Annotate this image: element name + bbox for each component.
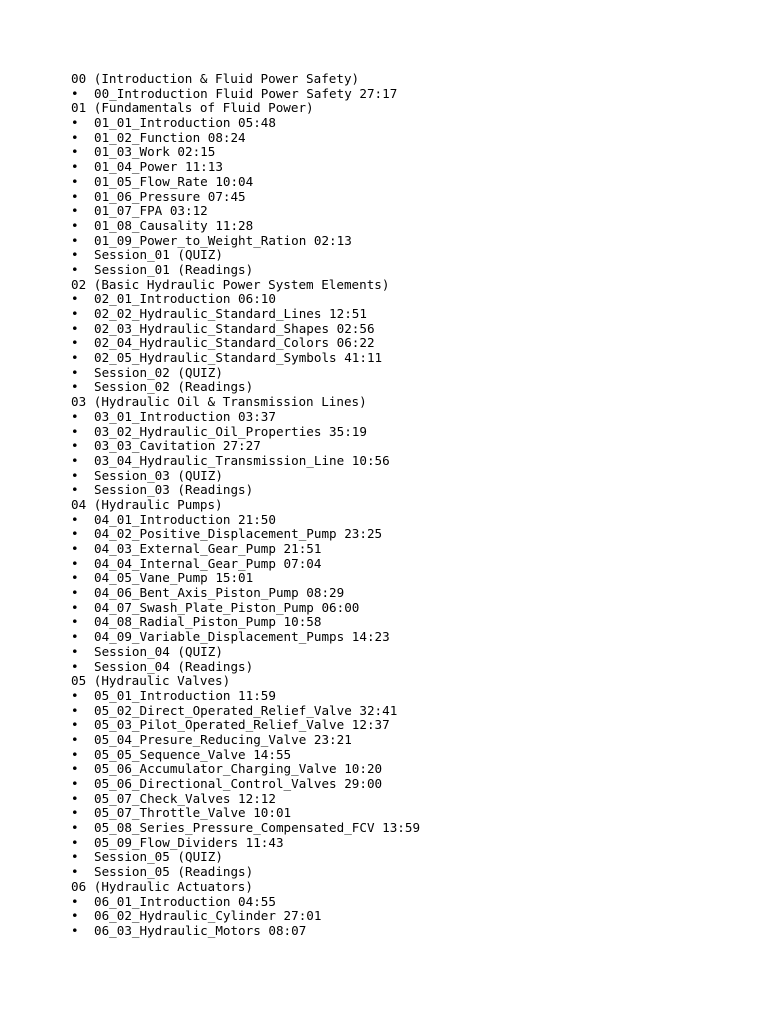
list-item: [71, 645, 420, 660]
list-item: [71, 660, 420, 675]
list-item: [71, 748, 420, 763]
bullet-icon: •: [71, 129, 79, 145]
list-item: [71, 806, 420, 821]
item-text: 03_03_Cavitation 27:27: [94, 438, 261, 454]
bullet-icon: •: [71, 467, 79, 483]
bullet-icon: •: [71, 776, 79, 791]
list-item: [71, 219, 420, 234]
list-item: [71, 322, 420, 337]
item-text: 04_04_Internal_Gear_Pump 07:04: [94, 555, 322, 571]
item-text: 03_04_Hydraulic_Transmission_Line 10:56: [94, 452, 390, 468]
section-heading: 00 (Introduction & Fluid Power Safety): [71, 71, 360, 86]
bullet-icon: •: [71, 585, 79, 601]
list-item: [71, 336, 420, 351]
item-text: 02_04_Hydraulic_Standard_Colors 06:22: [94, 335, 375, 351]
item-text: 04_05_Vane_Pump 15:01: [94, 570, 254, 586]
bullet-icon: •: [71, 805, 79, 821]
bullet-icon: •: [71, 306, 79, 321]
list-item: [71, 483, 420, 498]
item-text: Session_02 (QUIZ): [94, 364, 223, 380]
bullet-icon: •: [71, 820, 79, 836]
item-text: 05_01_Introduction 11:59: [94, 687, 276, 703]
item-text: 01_07_FPA 03:12: [94, 203, 208, 219]
list-item: [71, 601, 420, 616]
item-text: 02_05_Hydraulic_Standard_Symbols 41:11: [94, 350, 383, 366]
bullet-icon: •: [71, 541, 79, 556]
item-text: 01_08_Causality 11:28: [94, 217, 254, 233]
list-item: [71, 850, 420, 865]
list-item: [71, 439, 420, 454]
bullet-icon: •: [71, 291, 79, 307]
item-text: 05_08_Series_Pressure_Compensated_FCV 13:59: [94, 820, 421, 836]
bullet-icon: •: [71, 526, 79, 542]
bullet-icon: •: [71, 893, 79, 909]
bullet-icon: •: [71, 452, 79, 468]
item-text: Session_05 (Readings): [94, 864, 254, 880]
bullet-icon: •: [71, 379, 79, 395]
list-item: [71, 762, 420, 777]
list-item: [71, 704, 420, 719]
list-item: [71, 909, 420, 924]
bullet-icon: •: [71, 217, 79, 233]
item-text: 02_02_Hydraulic_Standard_Lines 12:51: [94, 306, 367, 321]
item-text: 01_01_Introduction 05:48: [94, 115, 276, 131]
section-heading: 04 (Hydraulic Pumps): [71, 496, 223, 512]
bullet-icon: •: [71, 335, 79, 351]
item-text: 03_01_Introduction 03:37: [94, 408, 276, 424]
item-text: Session_05 (QUIZ): [94, 849, 223, 865]
list-item: [71, 160, 420, 175]
item-text: Session_01 (Readings): [94, 261, 254, 277]
bullet-icon: •: [71, 834, 79, 850]
bullet-icon: •: [71, 232, 79, 248]
bullet-icon: •: [71, 658, 79, 674]
item-text: 04_09_Variable_Displacement_Pumps 14:23: [94, 629, 390, 645]
list-item: [71, 145, 420, 160]
list-item: [71, 190, 420, 205]
bullet-icon: •: [71, 144, 79, 160]
bullet-icon: •: [71, 717, 79, 733]
list-item: [71, 351, 420, 366]
list-item: [71, 542, 420, 557]
section-heading: 01 (Fundamentals of Fluid Power): [71, 100, 314, 116]
list-item: [71, 527, 420, 542]
item-text: 04_06_Bent_Axis_Piston_Pump 08:29: [94, 585, 345, 601]
bullet-icon: •: [71, 173, 79, 189]
list-item: [71, 615, 420, 630]
list-item: [71, 792, 420, 807]
bullet-icon: •: [71, 629, 79, 645]
item-text: 05_05_Sequence_Valve 14:55: [94, 746, 292, 762]
bullet-icon: •: [71, 364, 79, 380]
list-item: [71, 718, 420, 733]
list-item: [71, 777, 420, 792]
item-text: 05_06_Accumulator_Charging_Valve 10:20: [94, 761, 383, 777]
section-heading: 05 (Hydraulic Valves): [71, 673, 231, 689]
document-page: [71, 72, 420, 939]
bullet-icon: •: [71, 85, 79, 101]
bullet-icon: •: [71, 320, 79, 336]
item-text: 01_04_Power 11:13: [94, 159, 223, 175]
bullet-icon: •: [71, 408, 79, 424]
item-text: 06_01_Introduction 04:55: [94, 893, 276, 909]
list-item: [71, 204, 420, 219]
bullet-icon: •: [71, 908, 79, 924]
section-heading: 03 (Hydraulic Oil & Transmission Lines): [71, 394, 367, 410]
list-item: [71, 234, 420, 249]
item-text: 02_01_Introduction 06:10: [94, 291, 276, 307]
list-item: [71, 924, 420, 939]
item-text: 04_02_Positive_Displacement_Pump 23:25: [94, 526, 383, 542]
item-text: 01_05_Flow_Rate 10:04: [94, 173, 254, 189]
list-item: [71, 586, 420, 601]
list-item: [71, 292, 420, 307]
bullet-icon: •: [71, 922, 79, 938]
bullet-icon: •: [71, 203, 79, 219]
bullet-icon: •: [71, 350, 79, 366]
list-item: [71, 689, 420, 704]
item-text: 05_09_Flow_Dividers 11:43: [94, 834, 284, 850]
list-item: [71, 410, 420, 425]
list-item: [71, 557, 420, 572]
bullet-icon: •: [71, 790, 79, 806]
bullet-icon: •: [71, 261, 79, 277]
list-item: [71, 836, 420, 851]
item-text: 05_04_Presure_Reducing_Valve 23:21: [94, 731, 352, 747]
list-item: [71, 425, 420, 440]
bullet-icon: •: [71, 159, 79, 175]
item-text: Session_03 (Readings): [94, 482, 254, 498]
bullet-icon: •: [71, 849, 79, 865]
item-text: 04_03_External_Gear_Pump 21:51: [94, 541, 322, 556]
list-item: [71, 87, 420, 102]
item-text: 05_02_Direct_Operated_Relief_Valve 32:41: [94, 702, 398, 718]
list-item: [71, 865, 420, 880]
item-text: 05_07_Throttle_Valve 10:01: [94, 805, 292, 821]
item-text: 05_07_Check_Valves 12:12: [94, 790, 276, 806]
list-item: [71, 175, 420, 190]
item-text: 06_03_Hydraulic_Motors 08:07: [94, 922, 307, 938]
bullet-icon: •: [71, 687, 79, 703]
list-item: [71, 380, 420, 395]
item-text: 01_03_Work 02:15: [94, 144, 216, 160]
bullet-icon: •: [71, 555, 79, 571]
bullet-icon: •: [71, 599, 79, 615]
item-text: 01_06_Pressure 07:45: [94, 188, 246, 204]
bullet-icon: •: [71, 570, 79, 586]
item-text: 01_02_Function 08:24: [94, 129, 246, 145]
section-heading: 06 (Hydraulic Actuators): [71, 878, 253, 894]
item-text: Session_03 (QUIZ): [94, 467, 223, 483]
item-text: 04_01_Introduction 21:50: [94, 511, 276, 527]
item-text: Session_04 (QUIZ): [94, 643, 223, 659]
item-text: Session_04 (Readings): [94, 658, 254, 674]
list-item: [71, 454, 420, 469]
list-item: [71, 513, 420, 528]
list-item: [71, 248, 420, 263]
item-text: 02_03_Hydraulic_Standard_Shapes 02:56: [94, 320, 375, 336]
bullet-icon: •: [71, 482, 79, 498]
list-item: [71, 630, 420, 645]
bullet-icon: •: [71, 115, 79, 131]
list-item: [71, 116, 420, 131]
item-text: Session_02 (Readings): [94, 379, 254, 395]
list-item: [71, 131, 420, 146]
bullet-icon: •: [71, 702, 79, 718]
list-item: [71, 366, 420, 381]
bullet-icon: •: [71, 643, 79, 659]
item-text: 05_03_Pilot_Operated_Relief_Valve 12:37: [94, 717, 390, 733]
bullet-icon: •: [71, 761, 79, 777]
item-text: 03_02_Hydraulic_Oil_Properties 35:19: [94, 423, 367, 439]
bullet-icon: •: [71, 438, 79, 454]
bullet-icon: •: [71, 614, 79, 630]
item-text: 00_Introduction Fluid Power Safety 27:17: [94, 85, 398, 101]
bullet-icon: •: [71, 188, 79, 204]
bullet-icon: •: [71, 746, 79, 762]
list-item: [71, 307, 420, 322]
list-item: [71, 821, 420, 836]
list-item: [71, 895, 420, 910]
list-item: [71, 469, 420, 484]
item-text: 04_08_Radial_Piston_Pump 10:58: [94, 614, 322, 630]
bullet-icon: •: [71, 511, 79, 527]
list-item: [71, 733, 420, 748]
bullet-icon: •: [71, 731, 79, 747]
bullet-icon: •: [71, 864, 79, 880]
bullet-icon: •: [71, 423, 79, 439]
section-heading: 02 (Basic Hydraulic Power System Elements): [71, 276, 390, 292]
item-text: 05_06_Directional_Control_Valves 29:00: [94, 776, 383, 791]
item-text: 01_09_Power_to_Weight_Ration 02:13: [94, 232, 352, 248]
list-item: [71, 571, 420, 586]
bullet-icon: •: [71, 247, 79, 263]
item-text: 04_07_Swash_Plate_Piston_Pump 06:00: [94, 599, 360, 615]
item-text: Session_01 (QUIZ): [94, 247, 223, 263]
list-item: [71, 263, 420, 278]
item-text: 06_02_Hydraulic_Cylinder 27:01: [94, 908, 322, 924]
